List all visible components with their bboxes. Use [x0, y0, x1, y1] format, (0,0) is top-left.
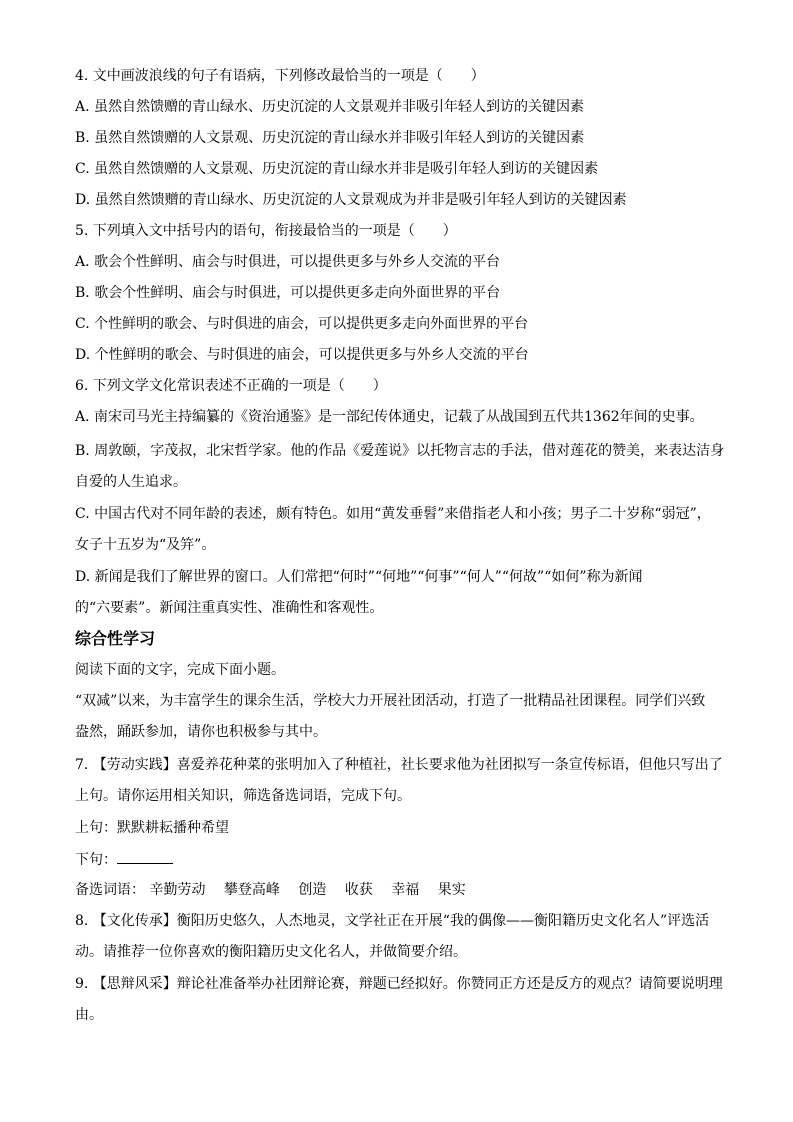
q7-options-label: 备选词语： [75, 882, 145, 898]
word-option: 果实 [437, 882, 466, 898]
answer-blank [117, 849, 173, 864]
q7-upper-sentence: 上句：默默耕耘播种希望 [75, 820, 229, 836]
q6-option-a: A. 南宋司马光主持编纂的《资治通鉴》是一部纪传体通史，记载了从战国到五代共1362年间的史事。 [75, 409, 704, 425]
word-option: 辛勤劳动 [149, 882, 206, 898]
section-intro-line2: 盎然，踊跃参加，请你也积极参与其中。 [75, 724, 327, 740]
q4-stem: 4. 文中画波浪线的句子有语病，下列修改最恰当的一项是（ ） [75, 68, 485, 84]
q6-option-d-line1: D. 新闻是我们了解世界的窗口。人们常把“何时”“何地”“何事”“何人”“何故”“如何”称为新闻 [75, 569, 643, 585]
word-option: 收获 [344, 882, 373, 898]
q4-option-b: B. 虽然自然馈赠的人文景观、历史沉淀的青山绿水并非吸引年轻人到访的关键因素 [75, 130, 585, 146]
q5-option-c: C. 个性鲜明的歌会、与时俱进的庙会，可以提供更多走向外面世界的平台 [75, 316, 529, 332]
q7-stem-line1: 7. 【劳动实践】喜爱养花种菜的张明加入了种植社，社长要求他为社团拟写一条宣传标语，但他只写出了 [75, 757, 723, 773]
q6-option-d-line2: 的“六要素”。新闻注重真实性、准确性和客观性。 [75, 600, 384, 616]
q4-option-a: A. 虽然自然馈赠的青山绿水、历史沉淀的人文景观并非吸引年轻人到访的关键因素 [75, 99, 585, 115]
section-intro-line1: “双减”以来，为丰富学生的课余生活，学校大力开展社团活动，打造了一批精品社团课程。同学们兴致 [75, 693, 706, 709]
q5-option-b: B. 歌会个性鲜明、庙会与时俱进，可以提供更多走向外面世界的平台 [75, 285, 501, 301]
q6-option-c-line2: 女子十五岁为“及笄”。 [75, 537, 216, 553]
q8-stem-line1: 8. 【文化传承】衡阳历史悠久，人杰地灵，文学社正在开展“我的偶像——衡阳籍历史文化名人”评选活 [75, 913, 710, 929]
word-option: 攀登高峰 [223, 882, 280, 898]
q6-option-b-line1: B. 周敦颐，字茂叔，北宋哲学家。他的作品《爱莲说》以托物言志的手法，借对莲花的赞美，来表达洁身 [75, 443, 725, 459]
q6-option-b-line2: 自爱的人生追求。 [75, 474, 187, 490]
section-instruction: 阅读下面的文字，完成下面小题。 [75, 662, 285, 678]
q9-stem-line2: 由。 [75, 1007, 103, 1023]
q7-lower-label: 下句： [75, 852, 117, 868]
q6-stem: 6. 下列文学文化常识表述不正确的一项是（ ） [75, 378, 387, 394]
section-title: 综合性学习 [75, 629, 156, 648]
q7-stem-line2: 上句。请你运用相关知识，筛选备选词语，完成下句。 [75, 788, 411, 804]
q5-stem: 5. 下列填入文中括号内的语句，衔接最恰当的一项是（ ） [75, 223, 457, 239]
q7-lower-sentence [75, 849, 725, 870]
word-option: 幸福 [391, 882, 420, 898]
q6-option-c-line1: C. 中国古代对不同年龄的表述，颇有特色。如用“黄发垂髫”来借指老人和小孩；男子二十岁称“弱冠”， [75, 506, 711, 522]
q8-stem-line2: 动。请推荐一位你喜欢的衡阳籍历史文化名人，并做简要介绍。 [75, 944, 467, 960]
q4-option-c: C. 虽然自然馈赠的人文景观、历史沉淀的青山绿水并非是吸引年轻人到访的关键因素 [75, 161, 599, 177]
q4-option-d: D. 虽然自然馈赠的青山绿水、历史沉淀的人文景观成为并非是吸引年轻人到访的关键因素 [75, 192, 627, 208]
q7-word-options [75, 880, 725, 900]
word-option: 创造 [298, 882, 327, 898]
q5-option-d: D. 个性鲜明的歌会、与时俱进的庙会，可以提供更多与外乡人交流的平台 [75, 347, 529, 363]
q9-stem-line1: 9. 【思辩风采】辩论社准备举办社团辩论赛，辩题已经拟好。你赞同正方还是反方的观点？请简要说明理 [75, 976, 723, 992]
q5-option-a: A. 歌会个性鲜明、庙会与时俱进，可以提供更多与外乡人交流的平台 [75, 254, 501, 270]
